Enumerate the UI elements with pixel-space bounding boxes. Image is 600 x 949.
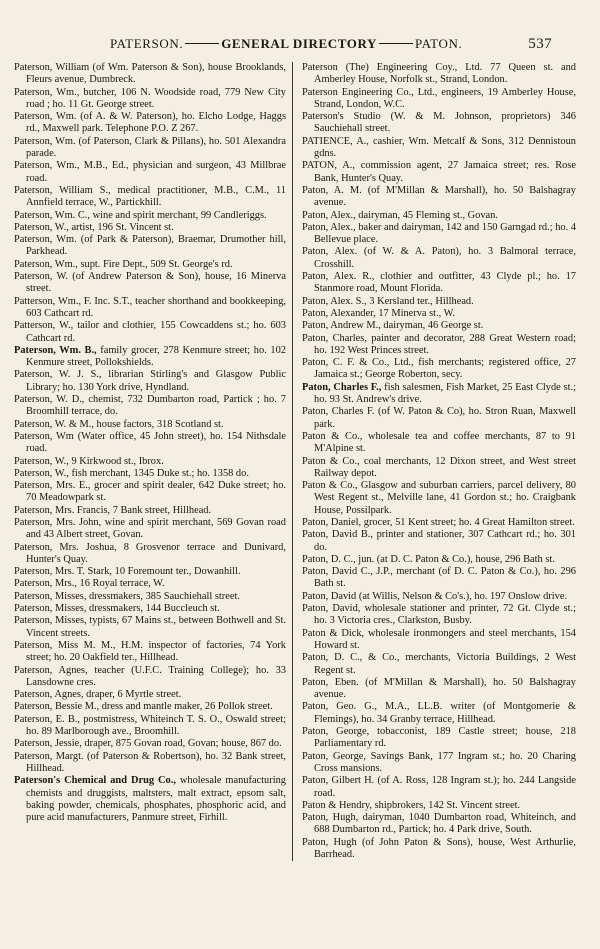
entry-details: (of Andrew Paterson & Son), house, 16 Minerva street. <box>26 271 286 295</box>
directory-entry <box>14 689 286 701</box>
entry-name: Paton, Charles F., <box>302 381 382 393</box>
entry-details: wine and spirit merchant, 569 Govan road and 43 Albert street, Govan. <box>26 516 286 541</box>
entry-details: typists, 67 Mains st., between Bothwell and St. Vincent streets. <box>26 615 286 639</box>
directory-entry <box>14 480 286 505</box>
header-left-word: PATERSON. <box>110 36 184 51</box>
entry-name: Paterson, Mrs., <box>14 578 77 590</box>
entry-name: Paterson, Margt. <box>14 750 84 762</box>
directory-entry <box>14 394 286 419</box>
entry-name: Paterson, W. D., <box>14 394 85 406</box>
entry-details: (of A. & W. Paterson), ho. Elcho Lodge, Haggs rd., Maxwell park. Telephone P.O. Z 267. <box>26 111 286 135</box>
entry-name: Paterson, Wm., <box>14 160 80 172</box>
directory-entry <box>14 87 286 112</box>
entry-details: clothier and outfitter, 43 Clyde pl.; ho. 17 Stanmore road, Mount Florida. <box>314 271 577 295</box>
entry-name: Paterson, William <box>14 62 90 73</box>
entry-name: Paton, D. C., <box>302 553 356 565</box>
entry-name: Paterson, Bessie M., <box>14 701 100 713</box>
entry-name: Paterson, W., <box>14 455 69 467</box>
directory-entry <box>302 751 576 776</box>
entry-name: Paterson, Mrs. E., <box>14 480 91 492</box>
directory-entry <box>302 333 576 358</box>
entry-details: (of M'Millan & Marshall), ho. 50 Balshagray avenue. <box>314 676 576 701</box>
directory-entry <box>14 271 286 296</box>
entry-details: dressmakers, 385 Sauchiehall street. <box>86 590 240 602</box>
entry-details: H.M. inspector of factories, 74 York street; ho. 20 Oakfield ter., Hillhead. <box>26 639 286 664</box>
entry-details: (of Park & Paterson), Braemar, Drumother hill, Parkhead. <box>26 234 287 258</box>
entry-name: Paterson, Wm. <box>14 234 77 246</box>
directory-entry <box>14 566 286 578</box>
directory-entry <box>302 308 576 320</box>
directory-entry <box>302 775 576 800</box>
entry-name: Paterson, Misses, <box>14 603 87 615</box>
directory-entry <box>302 62 576 87</box>
directory-entry <box>302 554 576 566</box>
directory-entry <box>14 160 286 185</box>
entry-name: Paterson Engineering Co., Ltd., <box>302 86 438 98</box>
entry-name: Paterson, Misses, <box>14 615 87 627</box>
entry-name: Paton, David C., <box>302 566 373 578</box>
entry-name: Paton, Daniel, <box>302 516 362 528</box>
directory-entry <box>302 566 576 591</box>
entry-name: Paterson, Wm <box>14 430 74 442</box>
entry-name: Paterson, E. B., <box>14 713 80 725</box>
entry-details: wine and spirit merchant, 99 Candleriggs. <box>90 209 267 221</box>
entry-details: artist, 196 St. Vincent st. <box>68 221 174 233</box>
entry-details: (of A. Ross, 128 Ingram st.); ho. 244 Langside road. <box>314 775 576 799</box>
entry-details: Glasgow and suburban carriers, parcel delivery, 80 West Regent st., Melville lane, 41 Gordon st.; ho. Craigbank House, Possilpark. <box>314 480 576 516</box>
directory-entry <box>14 640 286 665</box>
entry-name: Paton, Alex. <box>302 246 358 258</box>
directory-entry <box>302 480 576 517</box>
directory-entry <box>302 111 576 136</box>
directory-entry <box>14 234 286 259</box>
entry-name: Paterson, W. J. S., <box>14 369 102 381</box>
entry-name: Paterson, W. & M., <box>14 418 94 430</box>
directory-entry <box>14 456 286 468</box>
directory-entry <box>302 406 576 431</box>
directory-entry <box>14 603 286 615</box>
directory-entry <box>302 382 576 407</box>
entry-details: 77 Queen st. and Amberley House, Norfolk st., Strand, London. <box>314 62 576 86</box>
entry-name: Paterson, Wm. B., <box>14 344 97 356</box>
directory-entry <box>302 357 576 382</box>
entry-details: (of Paterson, Clark & Pillans), ho. 501 Alexandra parade. <box>26 135 286 160</box>
entry-details: tailor and clothier, 155 Cowcaddens st.; ho. 603 Cathcart rd. <box>26 320 286 344</box>
directory-entry <box>14 222 286 234</box>
entry-name: Paterson, Mrs. T. Stark, <box>14 566 113 578</box>
entry-details: fish merchants; registered office, 27 Jamaica st.; George Roberton, secy. <box>314 357 577 381</box>
entry-name: Paton, Geo. G., <box>302 701 377 713</box>
directory-entry <box>302 529 576 554</box>
directory-entry <box>14 751 286 776</box>
entry-name: Paton, David B., <box>302 529 373 541</box>
entry-name: Paton, Alex., <box>302 209 356 221</box>
header-right-word: PATON. <box>415 36 463 51</box>
entry-name: Paton & Dick, <box>302 627 365 639</box>
header-dash-left <box>185 43 219 44</box>
entry-details: wholesale ironmongers and steel merchants, 154 Howard st. <box>314 627 576 651</box>
directory-entry <box>14 259 286 271</box>
entry-name: Paterson's Chemical and Drug Co., <box>14 775 176 787</box>
directory-entry <box>14 345 286 370</box>
directory-entry <box>14 701 286 713</box>
entry-details: chemist, 732 Dumbarton road, Partick ; ho. 7 Broomhill terrace, do. <box>26 394 286 418</box>
entry-name: Paton, George, <box>302 750 366 762</box>
entry-details: dairyman, 1040 Dumbarton road, Whiteinch, and 688 Dumbarton rd., Partick; ho. 4 Park drive, South. <box>314 812 576 836</box>
entry-details: 8 Grosvenor terrace and Dunivard, Hunter's Quay. <box>26 541 286 565</box>
entry-details: 10 Foremount ter., Dowanhill. <box>112 566 241 578</box>
entry-name: Paton, Alex., <box>302 221 356 233</box>
directory-entry <box>14 542 286 567</box>
entry-details: M.B., Ed., physician and surgeon, 43 Millbrae road. <box>26 160 286 184</box>
directory-entry <box>302 431 576 456</box>
left-column <box>14 62 292 861</box>
entry-name: Paton, Hugh, <box>302 812 359 824</box>
entry-name: Paton, Hugh <box>302 836 357 848</box>
entry-details: 7 Bank street, Hillhead. <box>110 504 212 516</box>
directory-entry <box>14 738 286 750</box>
directory-entry <box>14 320 286 345</box>
entry-name: Paton, George, <box>302 726 370 738</box>
directory-entry <box>14 369 286 394</box>
directory-entry <box>302 222 576 247</box>
entry-details: librarian Stirling's and Glasgow Public Library; ho. 130 York drive, Hyndland. <box>26 369 286 393</box>
entry-details: wholesale manufacturing chemists and druggists, maltsters, malt extract, epsom salt, baking powder, chemicals, phosphates, phosphoric acid, and pure acid manufacturers, Panmure street, Firhill. <box>26 775 286 824</box>
entry-name: Paton, David <box>302 590 357 602</box>
directory-entry <box>302 210 576 222</box>
entry-details: baker and dairyman, 142 and 150 Garngad rd.; ho. 4 Bellevue place. <box>314 221 576 246</box>
directory-entry <box>14 62 286 87</box>
entry-name: Paterson, Wm. <box>14 111 77 123</box>
entry-name: Paton, Alexander, <box>302 307 376 319</box>
entry-details: (Water office, 45 John street), ho. 154 Nithsdale road. <box>26 430 286 455</box>
entry-name: Paterson, W., <box>14 221 69 233</box>
entry-name: Paton & Co., <box>302 430 363 442</box>
entry-name: Paton, Charles, <box>302 332 367 344</box>
entry-details: commission agent, 27 Jamaica street; res. Rose Bank, Hunter's Quay. <box>314 160 576 184</box>
running-head-title <box>110 36 462 52</box>
directory-entry <box>14 111 286 136</box>
entry-name: Paton, Gilbert H. <box>302 775 375 787</box>
entry-name: Paterson, W., <box>14 467 69 479</box>
entry-details: grocer, 51 Kent street; ho. 4 Great Hamilton street. <box>361 516 575 528</box>
entry-details: M.A., LL.B. writer (of Montgomerie & Flemings), ho. 34 Granby terrace, Hillhead. <box>314 701 576 725</box>
entry-name: Paterson, Jessie, <box>14 738 82 750</box>
entry-details: J.P., merchant (of D. C. Paton & Co.), ho. 296 Bath st. <box>314 566 576 590</box>
right-column <box>292 62 576 861</box>
entry-name: Paterson, W. <box>14 271 68 283</box>
directory-entry <box>302 652 576 677</box>
entry-details: postmistress, Whiteinch T. S. O., Oswald street; ho. 89 Marlborough ave., Broomhill. <box>26 713 286 738</box>
directory-entry <box>14 419 286 431</box>
entry-details: dairyman, 45 Fleming st., Govan. <box>355 209 498 221</box>
entry-name: PATON, A., <box>302 160 355 172</box>
entry-name: Paterson, Wm. C., <box>14 209 91 221</box>
entry-details: 3 Kersland ter., Hillhead. <box>366 295 474 307</box>
header-middle: GENERAL DIRECTORY <box>221 36 377 51</box>
header-dash-right <box>379 43 413 44</box>
entry-details: (W. & M. Johnson, proprietors) 346 Sauchiehall street. <box>314 111 576 135</box>
directory-entry <box>14 185 286 210</box>
directory-entry <box>14 136 286 161</box>
directory-entry <box>14 296 286 321</box>
directory-entry <box>14 714 286 739</box>
directory-entry <box>14 591 286 603</box>
directory-entry <box>14 210 286 222</box>
directory-entry <box>302 271 576 296</box>
directory-columns <box>14 62 584 861</box>
entry-name: Paterson, William S., <box>14 184 111 196</box>
entry-details: coal merchants, 12 Dixon street, and West street Railway depot. <box>314 455 576 479</box>
entry-name: Paterson, Agnes, <box>14 689 84 701</box>
entry-name: Paton, A. M. <box>302 184 362 196</box>
running-header <box>110 36 552 53</box>
directory-entry <box>14 615 286 640</box>
entry-details: 17 Minerva st., W. <box>375 307 456 319</box>
entry-details: draper, 6 Myrtle street. <box>83 689 182 701</box>
directory-entry <box>14 505 286 517</box>
entry-name: Patterson, W., <box>14 320 74 332</box>
entry-details: draper, 875 Govan road, Govan; house, 867 do. <box>81 738 282 750</box>
entry-name: Paterson, Agnes, <box>14 664 88 676</box>
entry-name: Paton, Andrew M., <box>302 320 381 332</box>
entry-name: Paton & Co., <box>302 480 358 492</box>
entry-name: Paterson, Wm., <box>14 86 80 98</box>
directory-entry <box>302 837 576 862</box>
entry-details: painter and decorator, 288 Great Western road; ho. 192 West Princes street. <box>314 332 576 356</box>
entry-details: grocer and spirit dealer, 642 Duke street; ho. 70 Meadowpark st. <box>26 480 286 504</box>
directory-entry <box>302 320 576 332</box>
entry-name: Paterson, Wm., <box>14 258 78 270</box>
entry-details: (of John Paton & Sons), house, West Arthurlie, Barrhead. <box>314 836 576 860</box>
directory-entry <box>14 431 286 456</box>
entry-name: Paton, D. C., & Co., <box>302 652 400 664</box>
entry-name: Paterson, Mrs. Francis, <box>14 504 111 516</box>
entry-details: dress and mantle maker, 26 Pollok street. <box>99 701 273 713</box>
entry-details: merchants, Victoria Buildings, 2 West Regent st. <box>314 652 576 676</box>
entry-name: Paton, Alex. R., <box>302 271 375 283</box>
entry-details: cashier, Wm. Metcalf & Sons, 312 Dennistoun gdns. <box>314 135 576 160</box>
entry-details: jun. (at D. C. Paton & Co.), house, 296 Bath st. <box>355 553 555 565</box>
directory-entry <box>302 628 576 653</box>
entry-name: Paterson, Wm. <box>14 135 76 147</box>
directory-entry <box>14 665 286 690</box>
directory-entry <box>302 517 576 529</box>
directory-entry <box>302 603 576 628</box>
directory-entry <box>302 812 576 837</box>
directory-entry <box>302 296 576 308</box>
directory-entry <box>302 591 576 603</box>
page-number: 537 <box>528 36 552 52</box>
entry-details: medical practitioner, M.B., C.M., 11 Annfield terrace, W., Partickhill. <box>26 184 287 209</box>
entry-details: F. Inc. S.T., teacher shorthand and bookkeeping, 603 Cathcart rd. <box>26 295 286 319</box>
directory-entry <box>302 160 576 185</box>
directory-entry <box>302 726 576 751</box>
entry-details: (of W. Paton & Co), ho. Stron Ruan, Maxwell park. <box>314 406 576 430</box>
entry-details: dressmakers, 144 Buccleuch st. <box>86 603 220 615</box>
entry-name: Paterson, Miss M. M., <box>14 639 116 651</box>
directory-entry <box>302 456 576 481</box>
entry-details: fish salesmen, Fish Market, 25 East Clyde st.; ho. 93 St. Andrew's drive. <box>314 381 576 406</box>
entry-details: tobacconist, 189 Castle street; house, 218 Parliamentary rd. <box>314 726 576 750</box>
directory-entry <box>14 578 286 590</box>
directory-entry <box>302 677 576 702</box>
directory-entry <box>302 246 576 271</box>
entry-details: butcher, 106 N. Woodside road, 779 New City road ; ho. 11 Gt. George street. <box>26 86 286 110</box>
entry-details: house factors, 318 Scotland st. <box>93 418 224 430</box>
entry-details: Savings Bank, 177 Ingram st.; ho. 20 Charing Cross mansions. <box>314 750 576 774</box>
entry-details: (of M'Millan & Marshall), ho. 50 Balshagray avenue. <box>314 184 576 209</box>
entry-details: (of Paterson & Robertson), ho. 32 Bank street, Hillhead. <box>26 750 286 774</box>
directory-entry <box>302 87 576 112</box>
entry-name: Paterson's Studio <box>302 111 381 123</box>
directory-entry <box>302 701 576 726</box>
entry-details: family grocer, 278 Kenmure street; ho. 102 Kenmure street, Pollokshields. <box>26 344 286 369</box>
entry-details: shipbrokers, 142 St. Vincent street. <box>372 799 521 811</box>
directory-entry <box>14 775 286 824</box>
entry-name: Paton, Eben. <box>302 676 359 688</box>
entry-details: (of Wm. Paterson & Son), house Brooklands, Fleurs avenue, Dumbreck. <box>26 62 286 86</box>
entry-details: fish merchant, 1345 Duke st.; ho. 1358 do. <box>68 467 249 479</box>
entry-name: Paton & Co., <box>302 455 360 467</box>
entry-details: supt. Fire Dept., 509 St. George's rd. <box>77 258 233 270</box>
entry-details: teacher (U.F.C. Training College); ho. 33 Lansdowne cres. <box>26 664 286 688</box>
entry-details: wholesale tea and coffee merchants, 87 to 91 M'Alpine st. <box>314 430 576 455</box>
directory-entry <box>14 517 286 542</box>
entry-name: Paton, Alex. S., <box>302 295 367 307</box>
entry-details: wholesale stationer and printer, 72 Gt. Clyde st.; ho. 3 Victoria cres., Clarkston, Busby. <box>314 603 576 627</box>
entry-details: 9 Kirkwood st., Ibrox. <box>68 455 164 467</box>
entry-details: 16 Royal terrace, W. <box>76 578 165 590</box>
entry-details: printer and stationer, 307 Cathcart rd.; ho. 301 do. <box>314 529 576 553</box>
directory-entry <box>14 468 286 480</box>
entry-details: dairyman, 46 George st. <box>380 320 484 332</box>
entry-name: Paton, Charles F. <box>302 406 375 418</box>
entry-details: (of W. & A. Paton), ho. 3 Balmoral terrace, Crosshill. <box>314 246 576 270</box>
entry-name: Paterson (The) Engineering Coy., Ltd. <box>302 62 483 73</box>
entry-details: (at Willis, Nelson & Co's.), ho. 197 Onslow drive. <box>356 590 568 602</box>
entry-name: PATIENCE, A., <box>302 135 369 147</box>
entry-name: Paterson, Mrs. John, <box>14 516 102 528</box>
entry-name: Paton, David, <box>302 603 361 615</box>
entry-details: engineers, 19 Amberley House, Strand, London, W.C. <box>314 86 576 110</box>
entry-name: Paton & Hendry, <box>302 799 373 811</box>
entry-name: Paton, C. F. & Co., Ltd., <box>302 357 414 369</box>
entry-name: Patterson, Wm., <box>14 295 82 307</box>
directory-entry <box>302 800 576 812</box>
entry-name: Paterson, Mrs. Joshua, <box>14 541 117 553</box>
directory-entry <box>302 185 576 210</box>
directory-entry <box>302 136 576 161</box>
entry-name: Paterson, Misses, <box>14 590 87 602</box>
